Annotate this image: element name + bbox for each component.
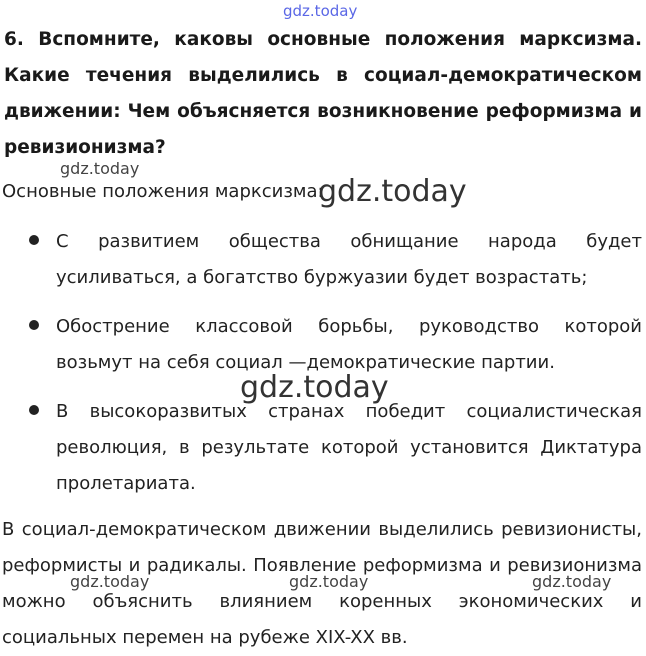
watermark-top: gdz.today <box>283 2 358 20</box>
watermark-bottom-left: gdz.today <box>70 572 150 591</box>
watermark-bottom-right: gdz.today <box>532 572 612 591</box>
bullet-dot-icon <box>29 320 39 330</box>
list-item-text: Обострение классовой борьбы, руководство которой возьмут на себя социал —демократические партии. <box>56 316 642 373</box>
question-text: 6. Вспомните, каковы основные положения марксизма. Какие течения выделились в социал-демократическом движении: Чем объясняется возникновение реформизма и ревизионизма? <box>4 29 642 158</box>
watermark-mid-bullets: gdz.today <box>240 370 389 405</box>
list-item-text: С развитием общества обнищание народа будет усиливаться, а богатство буржуазии будет возрастать; <box>56 231 642 288</box>
bullet-dot-icon <box>29 405 39 415</box>
bullet-dot-icon <box>29 235 39 245</box>
list-item-text: В высокоразвитых странах победит социалистическая революция, в результате которой установится Диктатура пролетариата. <box>56 401 642 494</box>
watermark-bottom-center: gdz.today <box>289 572 369 591</box>
watermark-after-intro: gdz.today <box>318 174 467 209</box>
answer-conclusion: В социал-демократическом движении выделились ревизионисты, реформисты и радикалы. Появление реформизма и ревизионизма можно объяснить влиянием коренных экономических и социальных перемен на рубеже XIX-XX вв. <box>2 519 642 648</box>
answer-intro: Основные положения марксизма: <box>2 181 324 202</box>
watermark-after-question: gdz.today <box>60 159 140 178</box>
